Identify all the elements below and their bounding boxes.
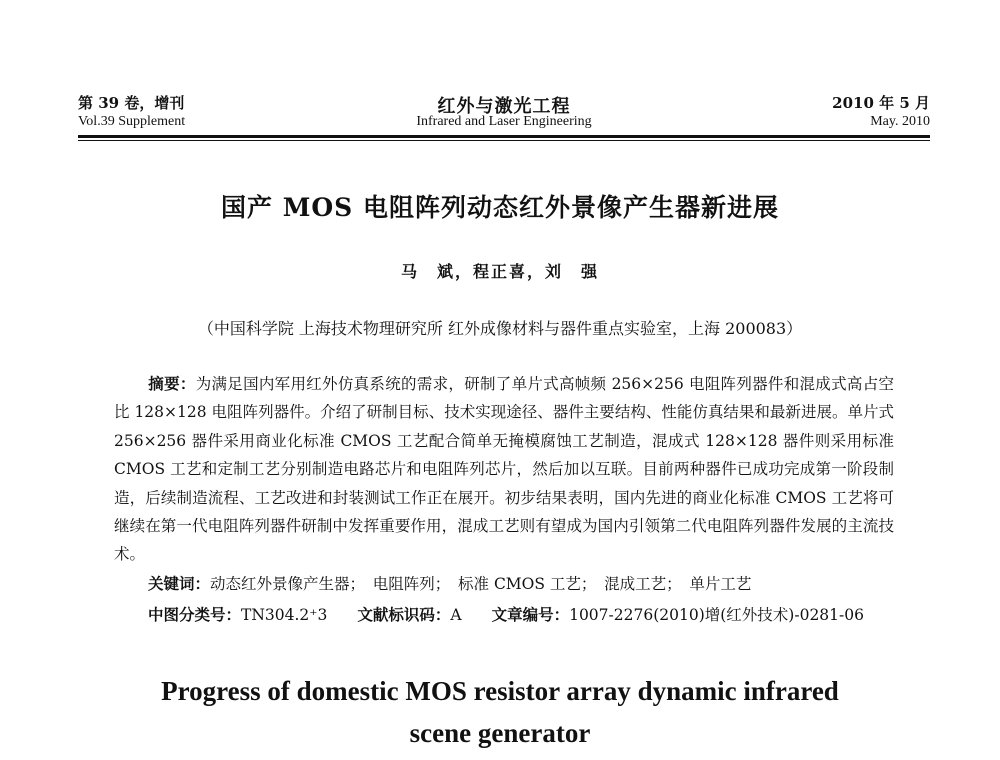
article-title-en <box>0 670 1000 754</box>
journal-name-en: Infrared and Laser Engineering <box>416 114 592 129</box>
header-rule-thin <box>78 140 930 141</box>
journal-name-zh: 红外与激光工程 <box>437 96 571 117</box>
classification-line <box>148 603 864 625</box>
doc-code-value: A <box>450 606 462 624</box>
journal-header-top <box>78 92 930 117</box>
abstract-label: 摘要： <box>148 374 196 393</box>
journal-header-bottom <box>78 114 930 134</box>
author-affiliation: （中国科学院 上海技术物理研究所 红外成像材料与器件重点实验室，上海 200083） <box>197 319 803 338</box>
article-number-value: 1007-2276(2010)增(红外技术)-0281-06 <box>569 606 864 624</box>
publication-date-zh: 2010 年 5 月 <box>832 94 930 112</box>
abstract <box>114 370 894 569</box>
article-title-en-line1: Progress of domestic MOS resistor array dynamic infrared <box>161 676 839 706</box>
publication-date-en: May. 2010 <box>870 114 930 129</box>
keywords-text: 动态红外景像产生器； 电阻阵列； 标准 CMOS 工艺； 混成工艺； 单片工艺 <box>210 575 752 593</box>
author-list: 马 斌，程正喜，刘 强 <box>400 262 599 281</box>
abstract-text: 为满足国内军用红外仿真系统的需求，研制了单片式高帧频 256×256 电阻阵列器件和混成式高占空比 128×128 电阻阵列器件。介绍了研制目标、技术实现途径、器件主要结构、性能仿真结果和最新进展。单片式 256×256 器件采用商业化标准 CMOS 工艺配合简单无掩模腐蚀工艺制造，混成式 128×128 器件则采用标准 CMOS 工艺和定制工艺分别制造电路芯片和电阻阵列芯片，然后加以互联。目前两种器件已成功完成第一阶段制造，后续制造流程、工艺改进和封装测试工作正在展开。初步结果表明，国内先进的商业化标准 CMOS 工艺将可继续在第一代电阻阵列器件研制中发挥重要作用，混成工艺则有望成为国内引领第二代电阻阵列器件发展的主流技术。 <box>114 375 894 564</box>
article-title-en-line2: scene generator <box>409 718 591 748</box>
keywords-label: 关键词： <box>148 574 211 593</box>
clc-label: 中图分类号： <box>148 605 242 624</box>
header-rule-thick <box>78 135 930 138</box>
keywords <box>148 572 751 594</box>
doc-code-label: 文献标识码： <box>357 605 451 624</box>
article-title-zh: 国产 MOS 电阻阵列动态红外景像产生器新进展 <box>221 193 779 222</box>
clc-value: TN304.2⁺3 <box>241 606 328 624</box>
article-number-label: 文章编号： <box>491 605 570 624</box>
volume-issue-zh: 第 39 卷，增刊 <box>78 94 185 112</box>
volume-issue-en: Vol.39 Supplement <box>78 114 186 129</box>
